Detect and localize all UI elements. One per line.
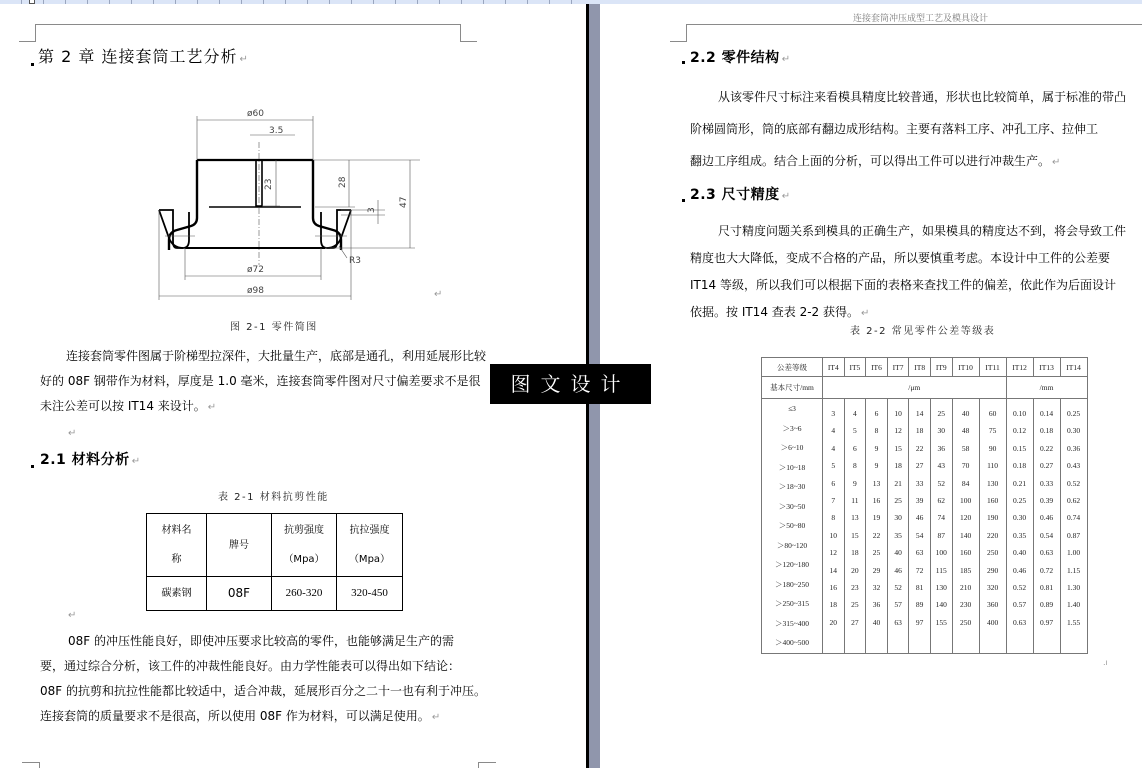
tolerance-value: 14 (915, 409, 924, 418)
tolerance-value: 8 (853, 461, 857, 471)
table-header-cell: 抗剪强度 （Mpa） (272, 514, 337, 577)
body-line: 08F 的抗剪和抗拉性能都比较适中，适合冲裁，延展形百分之二十一也有利于冲压。 (40, 684, 486, 698)
tolerance-value: 0.18 (1040, 426, 1054, 436)
table-cell: 260-320 (272, 577, 337, 611)
crop-mark-bottom-left-v (39, 762, 40, 768)
table-header-cell: 抗拉强度 （Mpa） (337, 514, 403, 577)
paragraph-mark-icon: ↵ (434, 289, 443, 300)
grade-header: IT11 (979, 358, 1006, 377)
table-header-cell: 公差等级 (762, 358, 823, 377)
tolerance-value: 14 (829, 565, 838, 575)
tolerance-value: 0.81 (1040, 583, 1054, 593)
tolerance-value: 18 (915, 426, 924, 436)
tolerance-value: 0.63 (1040, 548, 1054, 558)
tolerance-value: 0.30 (1067, 426, 1081, 436)
tolerance-value: 6 (853, 443, 857, 453)
tolerance-value: 25 (851, 600, 859, 610)
size-range: ＞10~18 (778, 462, 806, 472)
tolerance-value: 0.12 (1013, 426, 1027, 436)
header-line (686, 24, 1142, 25)
tolerance-value: 87 (937, 530, 946, 540)
tolerance-value: 0.87 (1067, 530, 1081, 540)
tolerance-value: 48 (961, 426, 970, 436)
size-range: ≤3 (788, 404, 796, 413)
structure-paragraph (690, 81, 1142, 179)
tolerance-value: 0.21 (1013, 478, 1027, 488)
tolerance-value: 0.33 (1040, 478, 1054, 488)
tolerance-value: 0.30 (1013, 513, 1027, 523)
tolerance-value: 220 (986, 530, 999, 540)
body-line: 从该零件尺寸标注来看模具精度比较普通，形状也比较简单，属于标准的带凸 (718, 90, 1127, 104)
document-page-right (600, 4, 1142, 768)
grade-header: IT13 (1033, 358, 1060, 377)
table-2-1-caption: 表 2-1 材料抗剪性能 (218, 492, 329, 503)
tolerance-value: 30 (937, 426, 946, 436)
tolerance-value: 0.15 (1013, 443, 1027, 453)
tolerance-value: 22 (915, 443, 924, 453)
unit-row (762, 377, 1088, 399)
tolerance-value: 0.46 (1040, 513, 1054, 523)
tolerance-value: 115 (935, 565, 947, 575)
table-cell: 320-450 (337, 577, 403, 611)
size-range: ＞180~250 (774, 579, 810, 589)
value-column (1033, 399, 1060, 654)
tolerance-value: 40 (894, 548, 902, 558)
tolerance-value: 74 (937, 513, 946, 523)
tolerance-value: 9 (874, 443, 879, 453)
tolerance-value: 60 (988, 409, 997, 418)
size-range: ＞250~315 (774, 599, 810, 608)
value-column (1060, 399, 1087, 654)
tolerance-value: 360 (986, 600, 999, 610)
tolerance-value: 63 (915, 548, 924, 558)
tolerance-value: 0.40 (1013, 548, 1027, 558)
tolerance-value: 130 (935, 583, 947, 593)
tolerance-value: 11 (851, 496, 859, 506)
tolerance-value: 12 (894, 426, 902, 436)
unit-mm-cell: /mm (1006, 377, 1087, 399)
body-line: 精度也大大降低，变成不合格的产品，所以要慎重考虑。本设计中工件的公差要 (690, 251, 1111, 265)
tolerance-value: 0.25 (1013, 496, 1027, 506)
tolerance-value: 16 (872, 496, 881, 506)
precision-paragraph (690, 218, 1142, 327)
tolerance-value: 27 (851, 617, 859, 627)
table-cell: 08F (207, 577, 272, 611)
tolerance-value: 0.22 (1040, 443, 1054, 453)
tolerance-value: 1.30 (1067, 583, 1081, 593)
tolerance-value: 400 (986, 617, 999, 627)
body-line: 尺寸精度问题关系到模具的正确生产，如果模具的精度达不到，将会导致工件 (718, 224, 1127, 238)
tolerance-value: 29 (872, 565, 881, 575)
tolerance-value: 5 (853, 426, 857, 436)
tolerance-value: 18 (894, 461, 902, 471)
table-body-row (762, 399, 1088, 654)
value-column (930, 399, 952, 654)
svg-text:R3: R3 (349, 256, 361, 266)
tolerance-value: 15 (851, 530, 859, 540)
crop-mark-bottom-right (478, 762, 496, 763)
tolerance-value: 0.27 (1040, 461, 1054, 471)
tolerance-value: 10 (829, 530, 838, 540)
tolerance-value: 0.25 (1067, 409, 1081, 418)
tolerance-value: 58 (961, 443, 970, 453)
grade-header: IT8 (909, 358, 931, 377)
table-header-cell: 牌号 (207, 514, 272, 577)
section-2-2-title: 2.2 零件结构 ↵ (690, 50, 791, 66)
size-range: ＞315~400 (774, 618, 810, 628)
tolerance-value: 9 (874, 461, 879, 471)
tolerance-value: 22 (872, 530, 881, 540)
body-line: 依据。按 IT14 查表 2-2 获得。 ↵ (690, 305, 870, 319)
table-header-row (147, 514, 403, 577)
tolerance-value: 0.74 (1067, 513, 1081, 523)
tolerance-value: 250 (986, 548, 999, 558)
svg-text:ø72: ø72 (247, 265, 264, 275)
size-range: ＞80~120 (776, 540, 808, 550)
tolerance-value: 25 (872, 548, 881, 558)
tolerance-value: 0.35 (1013, 530, 1027, 540)
tolerance-value: 27 (915, 461, 924, 471)
size-range: ＞3~6 (782, 423, 802, 433)
tolerance-value: 33 (915, 478, 924, 488)
tolerance-value: 23 (851, 583, 859, 593)
tolerance-value: 89 (915, 600, 924, 610)
tolerance-value: 32 (872, 583, 881, 593)
tolerance-value: 10 (894, 409, 902, 418)
tolerance-value: 13 (851, 513, 859, 523)
tolerance-value: 160 (959, 548, 972, 558)
grade-header: IT5 (844, 358, 866, 377)
grade-header: IT6 (866, 358, 888, 377)
material-table (146, 513, 403, 611)
tolerance-value: 0.18 (1013, 461, 1027, 471)
tolerance-value: 0.52 (1067, 478, 1081, 488)
crop-mark-top-left-h (670, 41, 687, 42)
crop-mark-top-right-h (460, 41, 477, 42)
table-header-row (762, 358, 1088, 377)
grade-header: IT7 (887, 358, 909, 377)
paragraph-marker (682, 61, 685, 64)
tolerance-value: 8 (874, 426, 879, 436)
tolerance-value: 54 (915, 530, 924, 540)
tolerance-grade-table (761, 357, 1088, 654)
value-column (1006, 399, 1033, 654)
body-line: 08F 的冲压性能良好，即使冲压要求比较高的零件，也能够满足生产的需 (68, 634, 454, 648)
size-label-cell: 基本尺寸/mm (762, 377, 823, 399)
tolerance-value: 0.54 (1040, 530, 1054, 540)
crop-mark-top-left (35, 24, 36, 41)
size-range: ＞120~180 (774, 560, 810, 569)
paragraph-marker (31, 63, 34, 66)
tolerance-value: 70 (961, 461, 970, 471)
paragraph-mark-icon: ↵ (239, 54, 249, 65)
tolerance-value: 5 (831, 461, 836, 471)
tolerance-value: 13 (872, 478, 881, 488)
tolerance-value: 0.89 (1040, 600, 1054, 610)
running-header: 连接套筒冲压成型工艺及模具设计 (853, 14, 989, 24)
svg-text:ø98: ø98 (247, 286, 264, 296)
section-2-3-title: 2.3 尺寸精度 ↵ (690, 187, 791, 203)
intro-line: 连接套筒零件图属于阶梯型拉深件，大批量生产，底部是通孔，利用延展形比较 (66, 349, 487, 363)
tolerance-value: 35 (894, 530, 902, 540)
tolerance-value: 72 (915, 565, 924, 575)
tolerance-value: 1.00 (1067, 548, 1081, 558)
paragraph-mark-icon: ↵ (68, 610, 77, 621)
tolerance-value: 97 (915, 617, 924, 627)
value-column (823, 399, 845, 654)
value-column (844, 399, 866, 654)
tolerance-value: 15 (894, 443, 902, 453)
tolerance-value: 0.36 (1067, 443, 1081, 453)
table-end-mark: .ı (1103, 658, 1108, 667)
body-line: 阶梯圆筒形，筒的底部有翻边成形结构。主要有落料工序、冲孔工序、拉伸工 (690, 122, 1099, 136)
value-column (979, 399, 1006, 654)
material-paragraph (40, 629, 520, 730)
tolerance-value: 0.63 (1013, 617, 1027, 627)
tolerance-value: 1.55 (1067, 617, 1081, 627)
tolerance-value: 40 (961, 409, 970, 418)
unit-um-cell: /μm (823, 377, 1007, 399)
tolerance-value: 320 (986, 583, 999, 593)
chapter-title-text: 第 2 章 连接套筒工艺分析 (38, 47, 238, 66)
tolerance-value: 0.62 (1067, 496, 1081, 506)
tolerance-value: 39 (915, 496, 924, 506)
size-ranges-cell (762, 399, 823, 654)
table-2-2-caption: 表 2-2 常见零件公差等级表 (850, 326, 996, 337)
tolerance-value: 21 (894, 478, 902, 488)
tolerance-value: 0.43 (1067, 461, 1081, 471)
tolerance-value: 0.46 (1013, 565, 1027, 575)
size-range: ＞30~50 (778, 501, 806, 511)
tolerance-value: 120 (959, 513, 972, 523)
tolerance-value: 1.15 (1067, 565, 1081, 575)
grade-header: IT4 (823, 358, 845, 377)
tolerance-value: 130 (986, 478, 999, 488)
table-header-cell: 材料名 称 (147, 514, 207, 577)
svg-text:ø60: ø60 (247, 109, 264, 119)
tolerance-value: 30 (894, 513, 902, 523)
tolerance-value: 0.57 (1013, 600, 1027, 610)
body-line: IT14 等级，所以我们可以根据下面的表格来查找工件的偏差，依此作为后面设计 (690, 278, 1116, 292)
tolerance-value: 250 (959, 617, 972, 627)
tolerance-value: 110 (987, 461, 999, 471)
tolerance-value: 46 (915, 513, 924, 523)
size-range: ＞400~500 (774, 638, 810, 647)
tolerance-value: 0.14 (1040, 409, 1054, 418)
tolerance-value: 52 (937, 478, 946, 488)
tolerance-value: 25 (894, 496, 902, 506)
tolerance-value: 20 (851, 565, 859, 575)
tolerance-value: 0.10 (1013, 409, 1027, 418)
tolerance-value: 75 (988, 426, 997, 436)
tolerance-value: 100 (959, 496, 972, 506)
tolerance-value: 90 (988, 443, 997, 453)
tolerance-value: 36 (937, 443, 946, 453)
size-range-list (764, 399, 820, 653)
chapter-title (38, 44, 249, 67)
watermark-label: 图文设计 (490, 364, 651, 404)
header-line (35, 24, 460, 25)
tolerance-value: 7 (831, 496, 836, 506)
tolerance-value: 81 (915, 583, 924, 593)
crop-mark-bottom-right-v (478, 762, 479, 768)
tolerance-value: 4 (831, 443, 836, 453)
tolerance-value: 0.97 (1040, 617, 1054, 627)
tolerance-value: 20 (829, 617, 838, 627)
tolerance-value: 140 (959, 530, 972, 540)
crop-mark-top-left (686, 24, 687, 41)
table-cell: 碳素钢 (147, 577, 207, 611)
paragraph-marker (31, 465, 34, 468)
table-row (147, 577, 403, 611)
part-drawing (155, 100, 455, 305)
paragraph-marker (682, 199, 685, 202)
value-column (909, 399, 931, 654)
body-line: 翻边工序组成。结合上面的分析，可以得出工件可以进行冲裁生产。 ↵ (690, 154, 1061, 168)
crop-mark-top-left-h (19, 41, 36, 42)
intro-line: 未注公差可以按 IT14 来设计。 ↵ (40, 399, 217, 413)
svg-text:3.5: 3.5 (269, 126, 284, 136)
svg-text:47: 47 (399, 196, 409, 208)
tolerance-value: 62 (937, 496, 946, 506)
tolerance-value: 25 (937, 409, 946, 418)
tolerance-value: 4 (831, 426, 836, 436)
empty-paragraph: ↵ (68, 428, 77, 439)
tolerance-value: 46 (894, 565, 902, 575)
tolerance-value: 290 (986, 565, 999, 575)
value-column (866, 399, 888, 654)
tolerance-value: 0.72 (1040, 565, 1054, 575)
tolerance-value: 1.40 (1067, 600, 1081, 610)
tolerance-value: 6 (831, 478, 836, 488)
tolerance-value: 4 (853, 409, 857, 418)
tolerance-value: 63 (894, 617, 902, 627)
tolerance-value: 230 (959, 600, 972, 610)
tolerance-value: 0.39 (1040, 496, 1054, 506)
grade-header: IT10 (952, 358, 979, 377)
grade-header: IT14 (1060, 358, 1087, 377)
svg-text:28: 28 (338, 176, 348, 188)
tolerance-value: 140 (935, 600, 947, 610)
size-range: ＞6~10 (780, 443, 804, 452)
tolerance-value: 57 (894, 600, 902, 610)
intro-paragraph (40, 344, 520, 446)
tolerance-value: 185 (959, 565, 972, 575)
size-range: ＞50~80 (778, 521, 806, 530)
tolerance-value: 52 (894, 583, 902, 593)
tolerance-value: 19 (872, 513, 881, 523)
section-2-1-title: 2.1 材料分析 ↵ (40, 452, 141, 468)
value-column (952, 399, 979, 654)
tolerance-value: 3 (831, 409, 836, 418)
tolerance-value: 0.52 (1013, 583, 1027, 593)
tolerance-value: 18 (829, 600, 838, 610)
tolerance-value: 210 (959, 583, 972, 593)
tolerance-value: 36 (872, 600, 881, 610)
tolerance-value: 84 (961, 478, 970, 488)
value-column (887, 399, 909, 654)
body-line: 连接套筒的质量要求不是很高，所以使用 08F 作为材料，可以满足使用。 ↵ (40, 709, 441, 723)
tolerance-value: 40 (872, 617, 881, 627)
grade-header: IT9 (930, 358, 952, 377)
tolerance-value: 160 (986, 496, 999, 506)
size-range: ＞18~30 (778, 482, 806, 491)
tolerance-value: 8 (831, 513, 836, 523)
tolerance-value: 18 (851, 548, 859, 558)
tolerance-value: 190 (986, 513, 999, 523)
tolerance-value: 12 (829, 548, 838, 558)
grade-header: IT12 (1006, 358, 1033, 377)
crop-mark-bottom-left (22, 762, 40, 763)
intro-line: 好的 08F 钢带作为材料，厚度是 1.0 毫米，连接套筒零件图对尺寸偏差要求不是很 (40, 374, 481, 388)
svg-text:3: 3 (367, 207, 377, 213)
svg-text:23: 23 (264, 178, 274, 190)
tolerance-value: 6 (874, 409, 879, 418)
tolerance-value: 100 (935, 548, 947, 558)
tolerance-value: 9 (853, 478, 857, 488)
tolerance-value: 43 (937, 461, 946, 471)
tolerance-value: 155 (935, 617, 947, 627)
tolerance-value: 16 (829, 583, 838, 593)
crop-mark-top-right (460, 24, 461, 41)
body-line: 要，通过综合分析，该工件的冲裁性能良好。由力学性能表可以得出如下结论： (40, 659, 461, 673)
figure-caption: 图 2-1 零件简图 (230, 322, 318, 333)
